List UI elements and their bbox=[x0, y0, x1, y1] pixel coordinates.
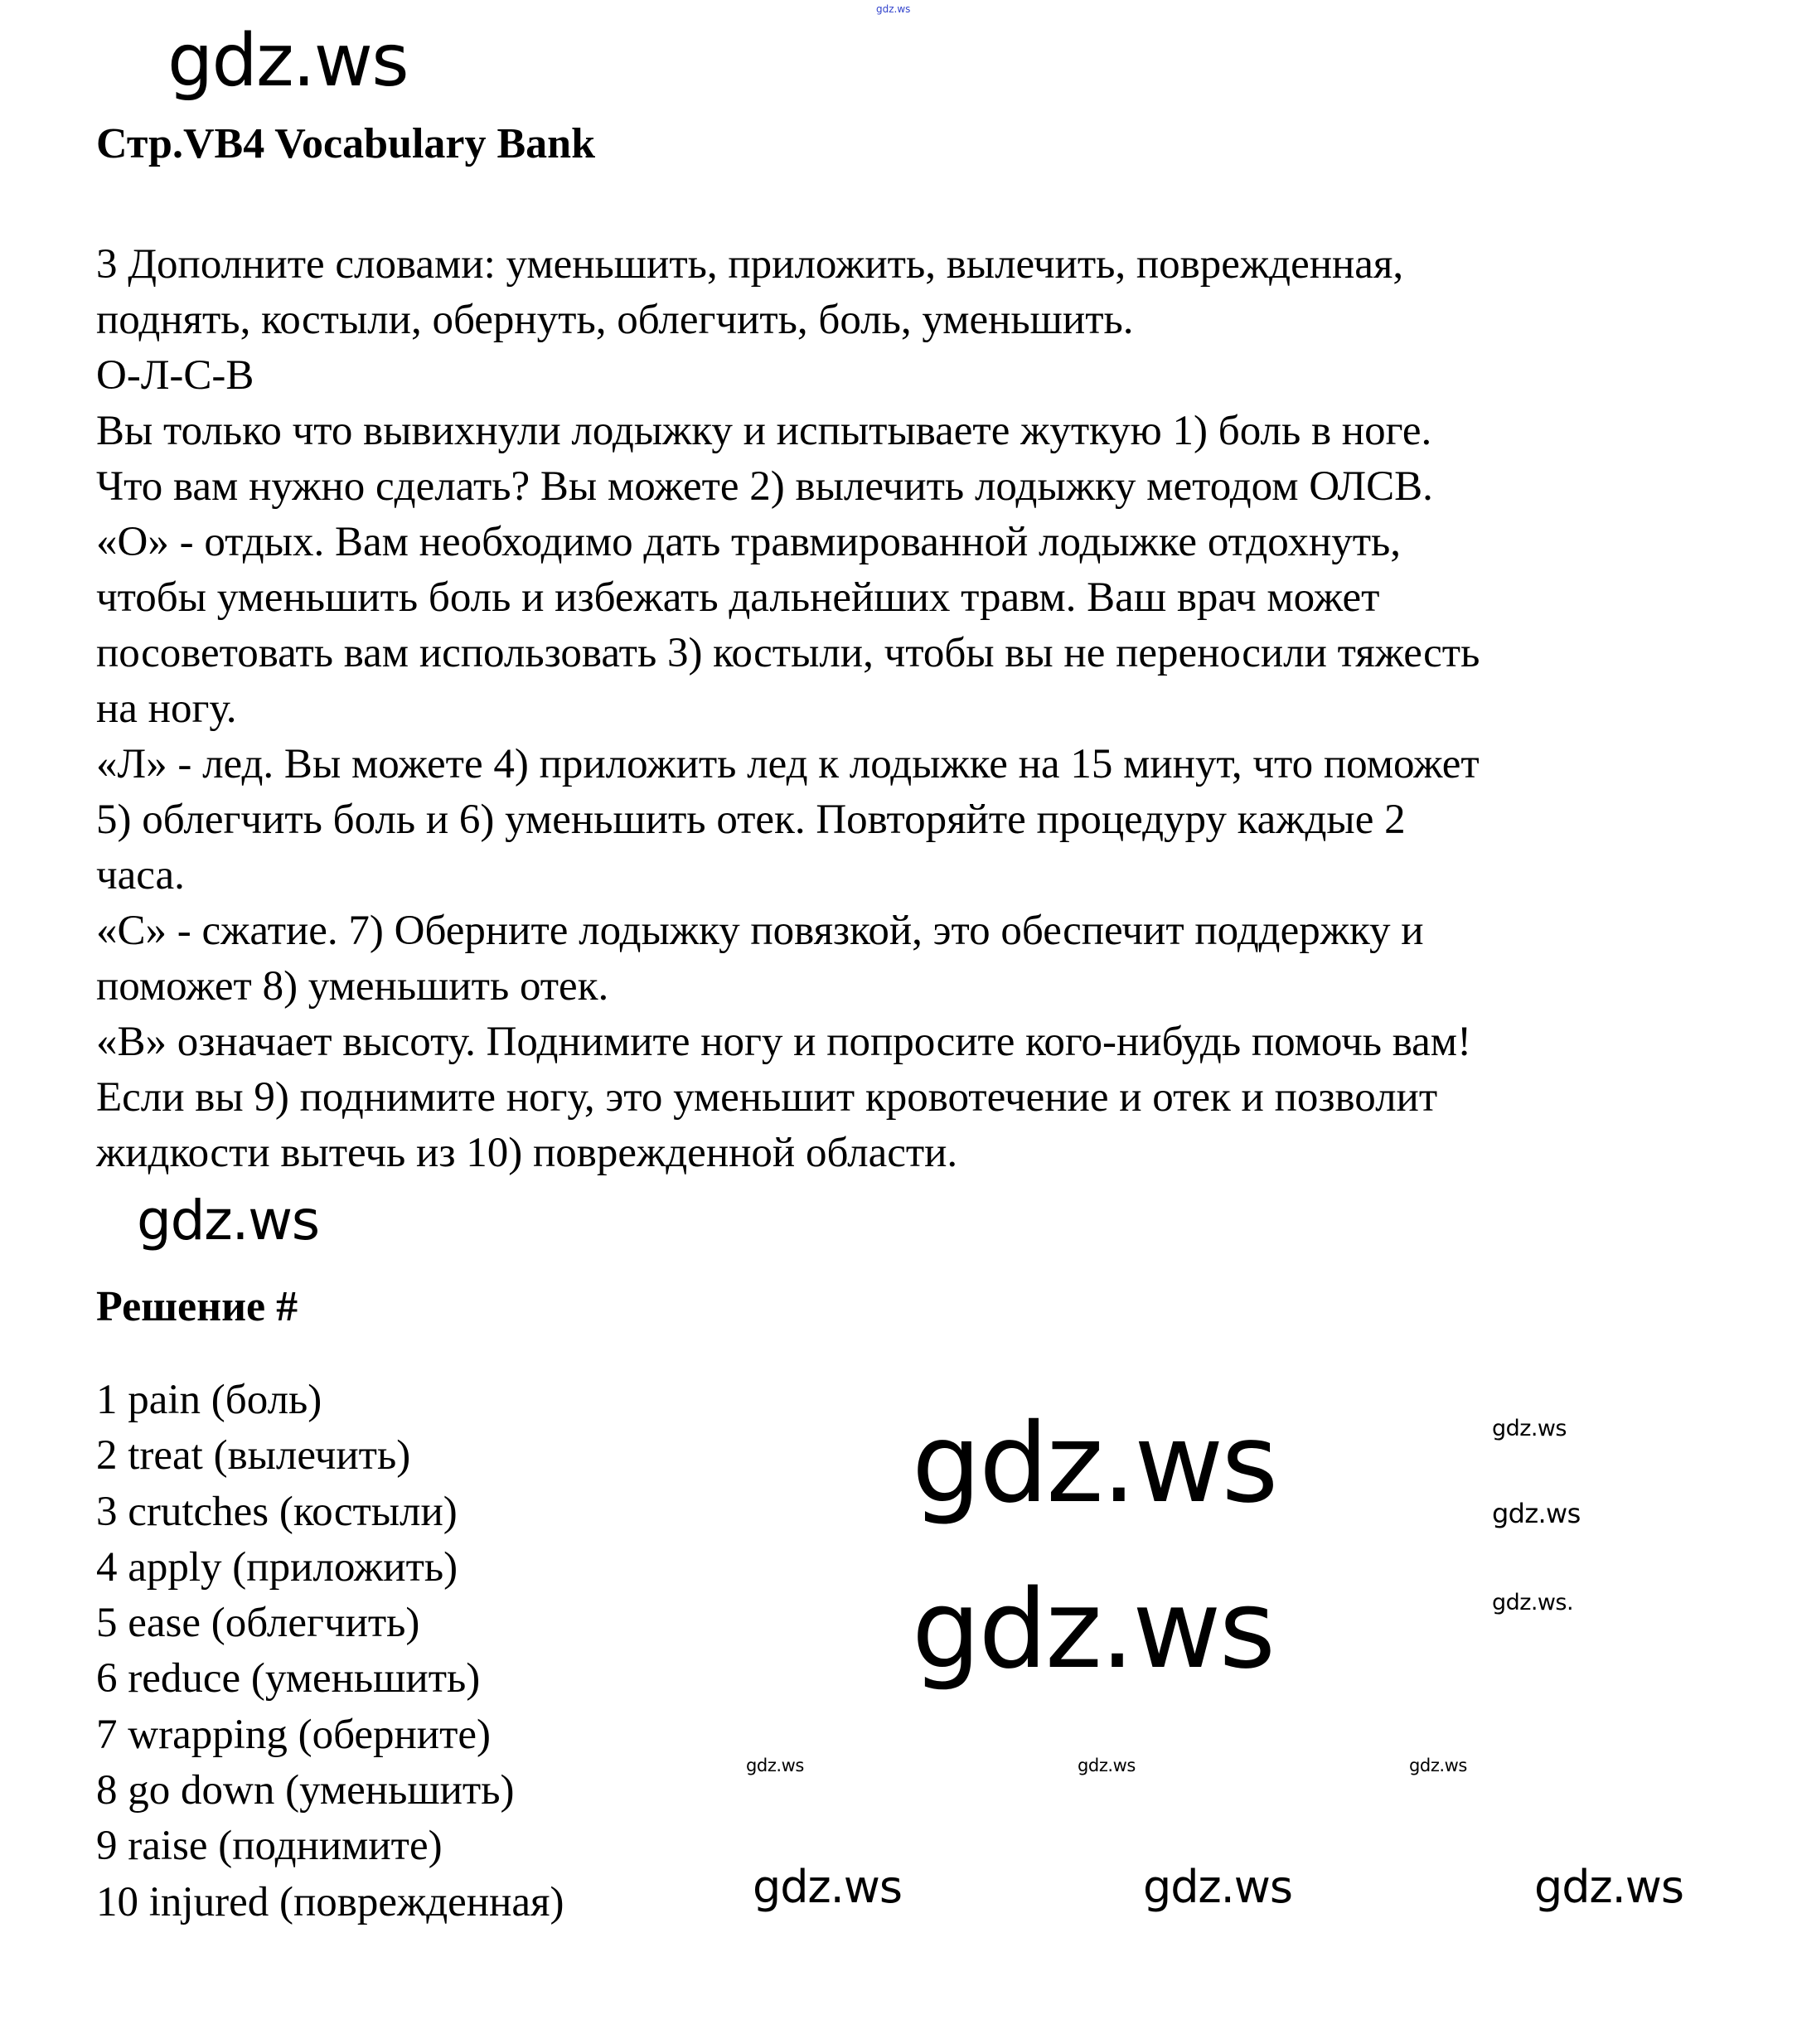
answer-item: 9 raise (поднимите) bbox=[96, 1823, 443, 1870]
exercise-line: 5) облегчить боль и 6) уменьшить отек. Повторяйте процедуру каждые 2 bbox=[96, 797, 1406, 843]
exercise-line: «С» - сжатие. 7) Оберните лодыжку повязкой, это обеспечит поддержку и bbox=[96, 908, 1424, 954]
exercise-line: О-Л-С-В bbox=[96, 352, 254, 399]
exercise-line: Что вам нужно сделать? Вы можете 2) вылечить лодыжку методом ОЛСВ. bbox=[96, 463, 1433, 510]
exercise-line: поможет 8) уменьшить отек. bbox=[96, 963, 609, 1010]
answer-item: 10 injured (поврежденная) bbox=[96, 1878, 564, 1925]
answer-item: 5 ease (облегчить) bbox=[96, 1600, 420, 1647]
watermark: gdz.ws bbox=[167, 18, 408, 103]
answer-item: 1 pain (боль) bbox=[96, 1377, 322, 1423]
page-title: Стр.VB4 Vocabulary Bank bbox=[96, 120, 596, 167]
watermark: gdz.ws bbox=[912, 1566, 1274, 1693]
watermark: gdz.ws bbox=[1078, 1756, 1136, 1775]
watermark: gdz.ws bbox=[1492, 1498, 1581, 1529]
watermark: gdz.ws. bbox=[1492, 1590, 1573, 1615]
watermark: gdz.ws bbox=[1492, 1416, 1567, 1441]
exercise-line: «О» - отдых. Вам необходимо дать травмированной лодыжке отдохнуть, bbox=[96, 519, 1402, 565]
exercise-line: чтобы уменьшить боль и избежать дальнейших травм. Ваш врач может bbox=[96, 574, 1380, 621]
exercise-text bbox=[96, 237, 1480, 1181]
watermark: gdz.ws bbox=[753, 1861, 902, 1913]
watermark: gdz.ws bbox=[137, 1189, 319, 1252]
exercise-line: часа. bbox=[96, 852, 185, 898]
exercise-line: Вы только что вывихнули лодыжку и испытываете жуткую 1) боль в ноге. bbox=[96, 408, 1432, 454]
exercise-line: «В» означает высоту. Поднимите ногу и попросите кого-нибудь помочь вам! bbox=[96, 1019, 1472, 1065]
answer-item: 7 wrapping (оберните) bbox=[96, 1711, 492, 1758]
watermark-top: gdz.ws bbox=[876, 3, 911, 15]
exercise-line: жидкости вытечь из 10) поврежденной области. bbox=[96, 1130, 958, 1176]
watermark: gdz.ws bbox=[912, 1400, 1276, 1528]
exercise-line: Если вы 9) поднимите ногу, это уменьшит кровотечение и отек и позволит bbox=[96, 1074, 1438, 1121]
answer-item: 2 treat (вылечить) bbox=[96, 1432, 411, 1480]
watermark: gdz.ws bbox=[746, 1756, 804, 1775]
exercise-line: поднять, костыли, обернуть, облегчить, боль, уменьшить. bbox=[96, 297, 1134, 343]
solution-heading: Решение # bbox=[96, 1283, 298, 1330]
exercise-line: «Л» - лед. Вы можете 4) приложить лед к лодыжке на 15 минут, что поможет bbox=[96, 741, 1480, 787]
answer-item: 3 crutches (костыли) bbox=[96, 1488, 458, 1535]
answer-item: 8 go down (уменьшить) bbox=[96, 1767, 515, 1814]
answer-list bbox=[96, 1373, 564, 1930]
exercise-line: 3 Дополните словами: уменьшить, приложить, вылечить, поврежденная, bbox=[96, 241, 1404, 288]
answer-item: 4 apply (приложить) bbox=[96, 1543, 458, 1591]
exercise-line: посоветовать вам использовать 3) костыли, чтобы вы не переносили тяжесть bbox=[96, 630, 1480, 676]
watermark: gdz.ws bbox=[1534, 1861, 1683, 1913]
watermark: gdz.ws bbox=[1409, 1756, 1467, 1775]
watermark: gdz.ws bbox=[1143, 1861, 1292, 1913]
exercise-line: на ногу. bbox=[96, 685, 237, 732]
answer-item: 6 reduce (уменьшить) bbox=[96, 1655, 481, 1703]
